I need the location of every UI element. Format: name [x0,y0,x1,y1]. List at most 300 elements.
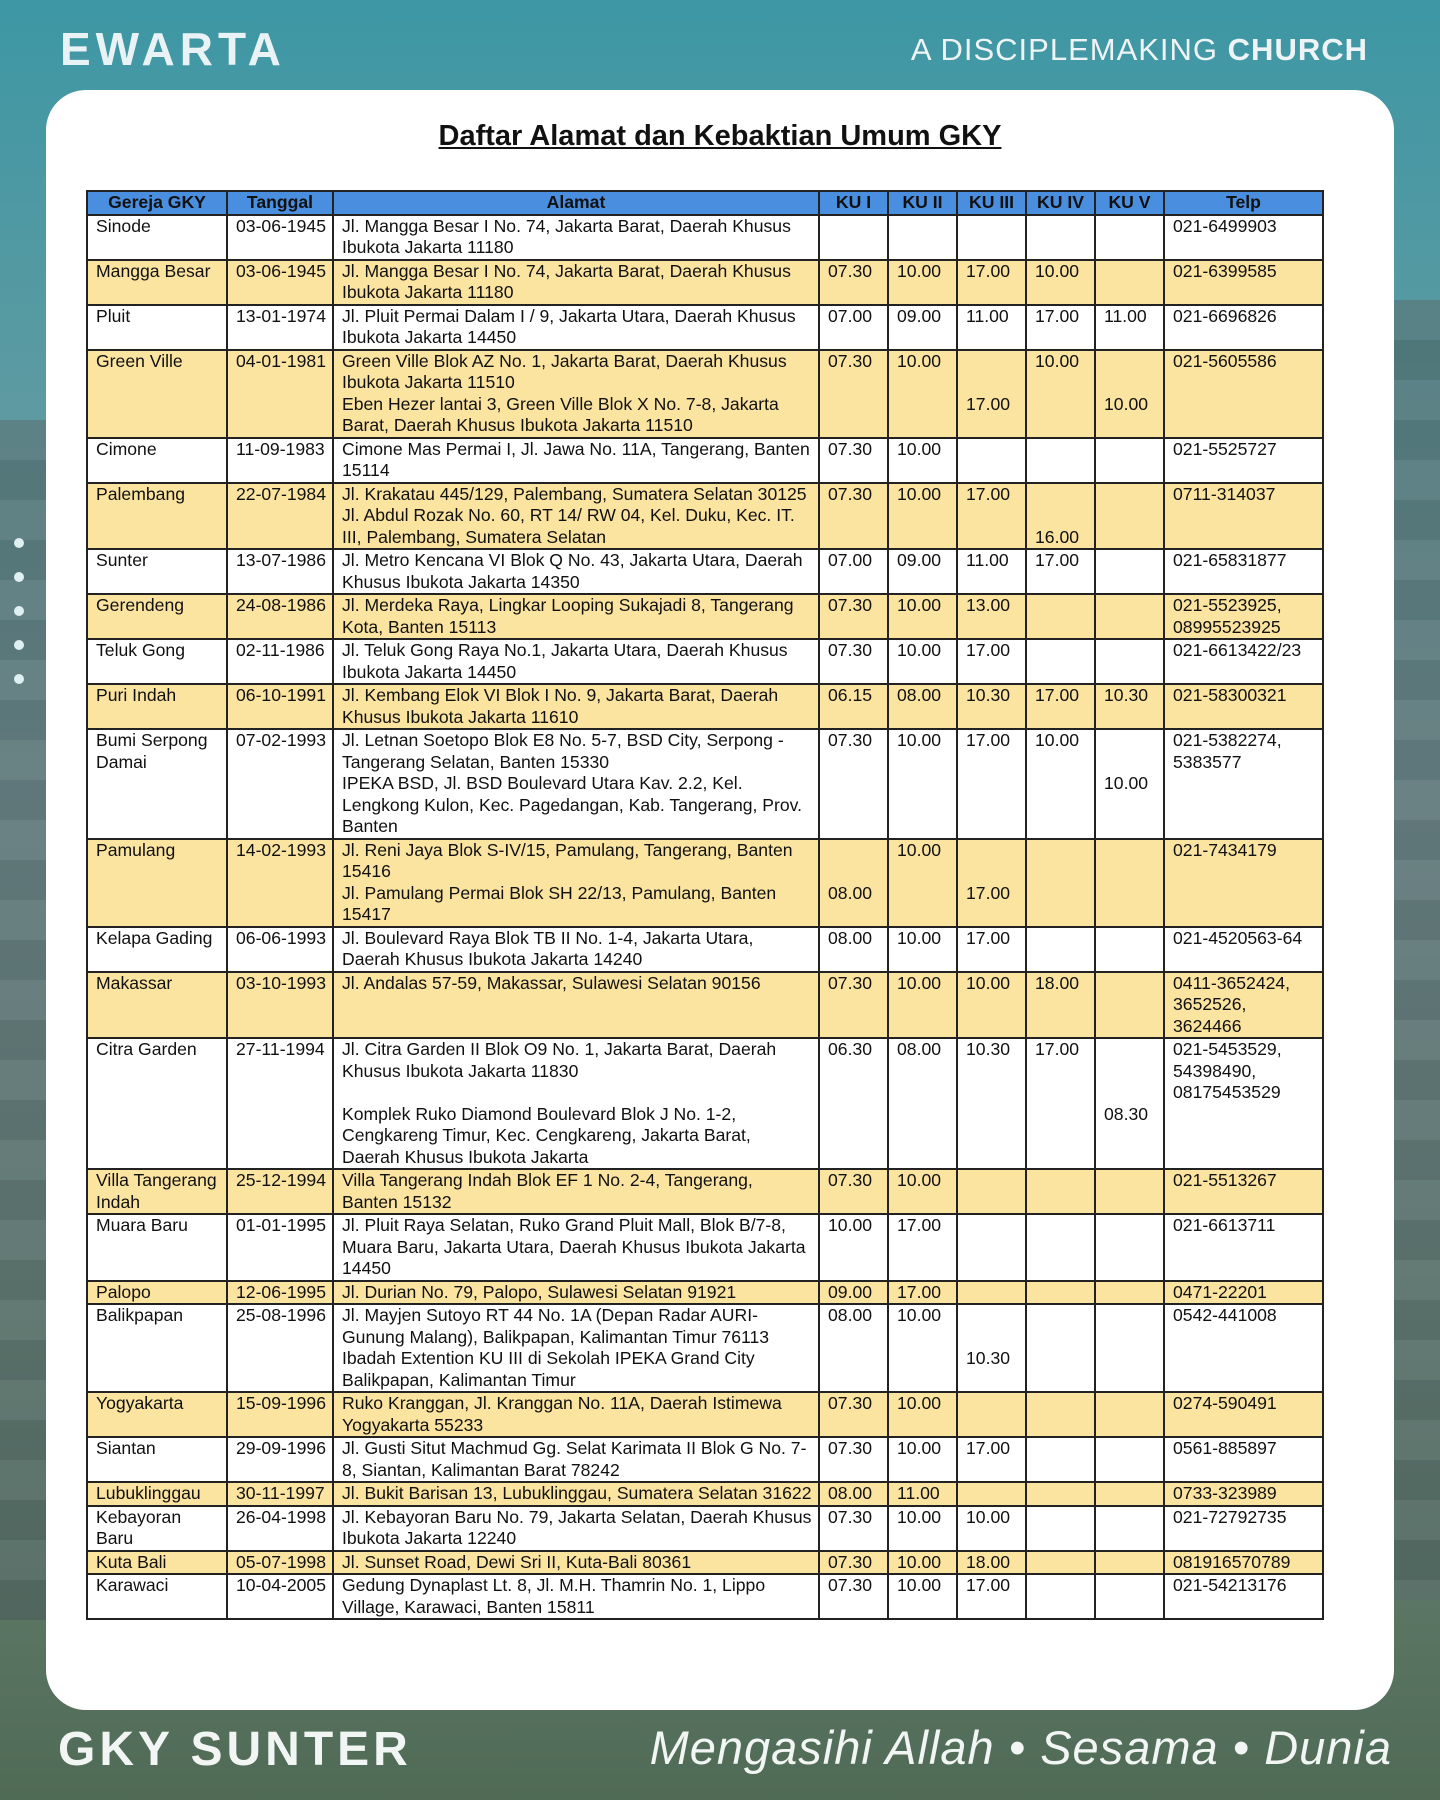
phone-number: 021-4520563-64 [1173,927,1303,948]
footer-church-name: GKY SUNTER [58,1723,412,1776]
service-time-cell [888,1506,957,1551]
service-time-cell [1026,1482,1095,1506]
phone-number: 0733-323989 [1173,1483,1277,1503]
address-cell [333,1304,819,1392]
service-time: 08.00 [828,1305,873,1325]
service-time: 13.00 [966,595,1011,615]
phone-number: 021-6613711 [1173,1215,1276,1235]
service-time: 07.30 [828,438,873,459]
service-time: 17.00 [966,393,1011,414]
service-time-cell [957,972,1026,1039]
church-name-cell: Kuta Bali [87,1551,227,1575]
phone-cell [1164,1304,1323,1392]
address-line: Jl. Merdeka Raya, Lingkar Looping Sukajadi 8, Tangerang Kota, Banten 15113 [342,595,794,637]
service-time-cell [888,972,957,1039]
church-name-cell: Gerendeng [87,594,227,639]
service-time-cell [1026,549,1095,594]
phone-number: 021-5525727 [1173,438,1277,459]
service-time-cell [1095,350,1164,438]
address-line: Jl. Andalas 57-59, Makassar, Sulawesi Selatan 90156 [342,972,761,993]
service-time: 17.00 [966,483,1011,504]
service-time [966,351,1023,373]
church-name-cell: Sunter [87,549,227,594]
service-time: 10.00 [897,1506,942,1527]
church-name-cell: Kebayoran Baru [87,1506,227,1551]
service-time: 08.00 [828,882,873,903]
phone-number: 0411-3652424, [1173,972,1291,993]
address-line: Jl. Pluit Raya Selatan, Ruko Grand Pluit Mall, Blok B/7-8, Muara Baru, Jakarta Utara, Daerah Khusus Ibukota Jakarta 14450 [342,1215,806,1278]
column-header: Gereja GKY [87,191,227,215]
service-time-cell [819,1482,888,1506]
service-time: 07.30 [828,260,873,281]
table-row [87,927,1323,972]
service-time: 10.00 [897,1305,942,1325]
address-line: Jl. Citra Garden II Blok O9 No. 1, Jakarta Barat, Daerah Khusus Ibukota Jakarta 11830 [342,1039,777,1081]
phone-number: 3652526, [1173,994,1247,1014]
service-time-cell [1095,1482,1164,1506]
service-time-cell [957,1304,1026,1392]
service-time: 17.00 [1035,1039,1080,1059]
phone-number: 54398490, [1173,1060,1257,1081]
phone-number: 021-5523925, [1173,595,1282,615]
service-time-cell [957,1482,1026,1506]
date-cell: 24-08-1986 [227,594,333,639]
address-cell [333,1437,819,1482]
phone-cell [1164,1551,1323,1575]
table-header-row [87,191,1323,215]
service-time-cell [819,260,888,305]
service-time-cell [1095,438,1164,483]
page-dot[interactable] [14,640,24,650]
service-time-cell [888,1038,957,1169]
service-time: 10.00 [897,640,942,660]
phone-cell [1164,594,1323,639]
table-row [87,639,1323,684]
address-line: Jl. Abdul Rozak No. 60, RT 14/ RW 04, Kel. Duku, Kec. IT. III, Palembang, Sumatera Selatan [342,505,795,547]
phone-number: 5383577 [1173,751,1242,772]
page-dot[interactable] [14,572,24,582]
address-cell [333,305,819,350]
service-time-cell [888,1281,957,1305]
service-time-cell [888,594,957,639]
service-time: 07.30 [828,483,873,504]
service-time-cell [1026,1437,1095,1482]
service-time [1035,484,1092,506]
phone-cell [1164,1574,1323,1619]
service-time: 07.30 [828,1551,873,1572]
address-line: Jl. Mangga Besar I No. 74, Jakarta Barat, Daerah Khusus Ibukota Jakarta 11180 [342,260,791,302]
phone-cell [1164,1392,1323,1437]
address-line: Jl. Bukit Barisan 13, Lubuklinggau, Sumatera Selatan 31622 [342,1483,812,1503]
service-time-cell [1026,1574,1095,1619]
date-cell: 06-10-1991 [227,684,333,729]
service-time-cell [957,305,1026,350]
tagline [911,32,1368,68]
service-time-cell [1026,215,1095,260]
address-cell [333,972,819,1039]
service-time: 11.00 [1104,305,1147,326]
service-time-cell [957,1551,1026,1575]
phone-number: 021-72792735 [1173,1506,1287,1527]
service-time-cell [957,438,1026,483]
service-time-cell [1095,1214,1164,1281]
service-time: 11.00 [966,550,1009,570]
phone-cell [1164,1169,1323,1214]
service-time: 07.30 [828,640,873,660]
address-line: Jl. Durian No. 79, Palopo, Sulawesi Selatan 91921 [342,1281,737,1302]
address-line: Jl. Letnan Soetopo Blok E8 No. 5-7, BSD City, Serpong - Tangerang Selatan, Banten 15330 [342,730,784,772]
phone-number: 021-5382274, [1173,730,1282,750]
service-time: 11.00 [897,1483,940,1503]
service-time: 07.30 [828,1170,873,1190]
address-line: Jl. Boulevard Raya Blok TB II No. 1-4, Jakarta Utara, Daerah Khusus Ibukota Jakarta 14240 [342,927,754,969]
service-time-cell [1095,1392,1164,1437]
service-time-cell [1026,1506,1095,1551]
church-name-cell: Palembang [87,483,227,550]
column-header: KU IV [1026,191,1095,215]
phone-cell [1164,1214,1323,1281]
address-line: Ruko Kranggan, Jl. Kranggan No. 11A, Daerah Istimewa Yogyakarta 55233 [342,1393,782,1435]
table-row [87,305,1323,350]
service-time: 07.30 [828,1575,873,1595]
service-time: 10.00 [897,1438,942,1458]
footer-motto: Mengasihi Allah • Sesama • Dunia [649,1721,1392,1774]
column-header: KU II [888,191,957,215]
address-line: Green Ville Blok AZ No. 1, Jakarta Barat, Daerah Khusus Ibukota Jakarta 11510 [342,350,787,392]
address-cell [333,1038,819,1169]
service-time-cell [957,1392,1026,1437]
service-time-cell [1095,1551,1164,1575]
address-cell [333,927,819,972]
service-time-cell [957,684,1026,729]
service-time-cell [1026,1169,1095,1214]
address-cell [333,215,819,260]
table-row [87,1392,1323,1437]
address-cell [333,260,819,305]
service-time [1104,1082,1161,1104]
tagline-prefix: A DISCIPLEMAKING [910,32,1228,67]
service-time: 17.00 [897,1281,942,1302]
service-time-cell [1026,594,1095,639]
church-table [86,190,1324,1620]
address-line: Jl. Mayjen Sutoyo RT 44 No. 1A (Depan Radar AURI-Gunung Malang), Balikpapan, Kalimantan Timur 76113 [342,1305,770,1347]
date-cell: 29-09-1996 [227,1437,333,1482]
service-time-cell [1026,684,1095,729]
service-time: 10.00 [897,1393,942,1413]
service-time-cell [888,350,957,438]
service-time-cell [1095,1169,1164,1214]
service-time: 10.00 [897,927,942,948]
table-row [87,215,1323,260]
service-time: 07.00 [828,305,873,326]
church-name-cell: Makassar [87,972,227,1039]
service-time-cell [1095,260,1164,305]
phone-number: 08995523925 [1173,616,1281,637]
service-time-cell [888,729,957,839]
service-time: 06.30 [828,1039,873,1059]
service-time: 10.00 [897,1170,942,1190]
service-time-cell [1095,684,1164,729]
service-time [828,861,885,883]
service-time: 10.30 [966,1039,1011,1059]
service-time [966,1305,1023,1327]
service-time-cell [888,1437,957,1482]
service-time: 07.30 [828,350,873,371]
address-cell [333,350,819,438]
service-time: 10.00 [897,839,942,860]
phone-number: 021-6499903 [1173,215,1277,236]
table-row [87,1506,1323,1551]
page-dot[interactable] [14,538,24,548]
service-time-cell [1095,1437,1164,1482]
phone-number: 0711-314037 [1173,483,1276,504]
service-time-cell [819,1574,888,1619]
phone-number: 021-7434179 [1173,839,1277,860]
phone-cell [1164,215,1323,260]
service-time-cell [1026,1392,1095,1437]
service-time [1104,1061,1161,1083]
address-line: Jl. Pluit Permai Dalam I / 9, Jakarta Utara, Daerah Khusus Ibukota Jakarta 14450 [342,305,796,347]
service-time: 18.00 [966,1551,1011,1572]
service-time-cell [888,549,957,594]
date-cell: 12-06-1995 [227,1281,333,1305]
tagline-bold: CHURCH [1227,32,1368,67]
phone-cell [1164,1281,1323,1305]
address-cell [333,1281,819,1305]
service-time-cell [1026,1304,1095,1392]
table-row [87,972,1323,1039]
service-time-cell [957,350,1026,438]
service-time-cell [819,549,888,594]
page-dot[interactable] [14,674,24,684]
phone-number: 3624466 [1173,1015,1242,1036]
service-time-cell [1095,1304,1164,1392]
service-time: 16.00 [1035,526,1080,547]
service-time: 10.00 [897,595,942,615]
service-time: 07.30 [828,1393,873,1413]
date-cell: 14-02-1993 [227,839,333,927]
service-time: 17.00 [966,882,1011,903]
service-time: 10.00 [897,1575,942,1595]
address-line: Cimone Mas Permai I, Jl. Jawa No. 11A, Tangerang, Banten 15114 [342,438,810,480]
service-time-cell [1026,438,1095,483]
table-row [87,1437,1323,1482]
address-line: Eben Hezer lantai 3, Green Ville Blok X No. 7-8, Jakarta Barat, Daerah Khusus Ibukota Jakarta 11510 [342,393,779,435]
service-time: 10.00 [1035,260,1080,281]
service-time: 10.00 [897,483,942,504]
date-cell: 03-06-1945 [227,215,333,260]
address-cell [333,1169,819,1214]
service-time-cell [1026,260,1095,305]
address-line: Jl. Mangga Besar I No. 74, Jakarta Barat, Daerah Khusus Ibukota Jakarta 11180 [342,215,791,257]
church-name-cell: Teluk Gong [87,639,227,684]
service-time-cell [957,1437,1026,1482]
service-time-cell [957,1506,1026,1551]
date-cell: 13-07-1986 [227,549,333,594]
service-time: 07.00 [828,550,873,570]
address-line: Jl. Krakatau 445/129, Palembang, Sumatera Selatan 30125 [342,483,807,504]
table-row [87,594,1323,639]
service-time-cell [957,483,1026,550]
phone-cell [1164,839,1323,927]
service-time-cell [957,839,1026,927]
table-row [87,483,1323,550]
phone-number: 08175453529 [1173,1082,1281,1102]
address-cell [333,1214,819,1281]
service-time-cell [819,215,888,260]
service-time-cell [1026,639,1095,684]
address-cell [333,1551,819,1575]
service-time-cell [819,1437,888,1482]
service-time-cell [1095,594,1164,639]
service-time-cell [888,1551,957,1575]
church-name-cell: Pluit [87,305,227,350]
service-time: 09.00 [828,1281,873,1302]
service-time-cell [888,305,957,350]
service-time: 10.00 [897,438,942,459]
address-line: Villa Tangerang Indah Blok EF 1 No. 2-4, Tangerang, Banten 15132 [342,1170,753,1212]
phone-cell [1164,260,1323,305]
address-cell [333,549,819,594]
phone-cell [1164,1038,1323,1169]
service-time-cell [819,594,888,639]
table-row [87,260,1323,305]
date-cell: 25-08-1996 [227,1304,333,1392]
date-cell: 26-04-1998 [227,1506,333,1551]
service-time-cell [1026,1038,1095,1169]
service-time-cell [1095,639,1164,684]
church-name-cell: Sinode [87,215,227,260]
phone-cell [1164,305,1323,350]
church-name-cell: Siantan [87,1437,227,1482]
address-line: Ibadah Extention KU III di Sekolah IPEKA Grand City Balikpapan, Kalimantan Timur [342,1348,755,1390]
column-header: Telp [1164,191,1323,215]
table-row [87,1574,1323,1619]
table-row [87,1169,1323,1214]
service-time-cell [1026,1214,1095,1281]
service-time-cell [1095,1506,1164,1551]
address-line: IPEKA BSD, Jl. BSD Boulevard Utara Kav. 2.2, Kel. Lengkong Kulon, Kec. Pagedangan, Kab. Tangerang, Prov. Banten [342,773,803,836]
service-time: 10.00 [897,972,942,993]
address-line: Jl. Sunset Road, Dewi Sri II, Kuta-Bali 80361 [342,1551,692,1572]
phone-cell [1164,350,1323,438]
service-time-cell [1095,549,1164,594]
service-time: 08.00 [897,685,942,705]
service-time: 10.00 [1104,773,1149,793]
service-time: 10.00 [828,1215,873,1235]
service-time-cell [1095,1574,1164,1619]
service-time: 08.00 [828,1483,873,1503]
service-time: 10.30 [966,685,1011,705]
service-time-cell [1095,927,1164,972]
address-line: Jl. Gusti Situt Machmud Gg. Selat Karimata II Blok G No. 7-8, Siantan, Kalimantan Barat 78242 [342,1438,807,1480]
service-time-cell [1026,729,1095,839]
address-cell [333,684,819,729]
service-time-cell [1026,305,1095,350]
service-time: 17.00 [897,1215,942,1235]
service-time-cell [957,549,1026,594]
page-dot[interactable] [14,606,24,616]
service-time-cell [957,260,1026,305]
service-time: 08.00 [897,1039,942,1059]
phone-cell [1164,639,1323,684]
date-cell: 04-01-1981 [227,350,333,438]
address-line: Komplek Ruko Diamond Boulevard Blok J No. 1-2, Cengkareng Timur, Kec. Cengkareng, Jakarta Barat, Daerah Khusus Ibukota Jakarta [342,1103,751,1167]
column-header: KU III [957,191,1026,215]
church-name-cell: Muara Baru [87,1214,227,1281]
table-body [87,215,1323,1620]
service-time-cell [888,438,957,483]
service-time-cell [819,1506,888,1551]
document-title: Daftar Alamat dan Kebaktian Umum GKY [438,120,1002,152]
church-name-cell: Puri Indah [87,684,227,729]
date-cell: 03-06-1945 [227,260,333,305]
service-time-cell [1095,1281,1164,1305]
phone-number: 021-54213176 [1173,1575,1287,1595]
service-time-cell [1095,305,1164,350]
service-time: 10.00 [897,1551,942,1572]
service-time-cell [819,305,888,350]
service-time-cell [1026,927,1095,972]
phone-number: 021-65831877 [1173,550,1287,570]
service-time-cell [819,1169,888,1214]
service-time [966,1327,1023,1349]
service-time-cell [819,1038,888,1169]
service-time-cell [888,1169,957,1214]
phone-cell [1164,1437,1323,1482]
church-name-cell: Kelapa Gading [87,927,227,972]
address-cell [333,839,819,927]
service-time-cell [888,1392,957,1437]
column-header: KU V [1095,191,1164,215]
address-line: Jl. Teluk Gong Raya No.1, Jakarta Utara, Daerah Khusus Ibukota Jakarta 14450 [342,640,788,682]
service-time-cell [957,729,1026,839]
table-row [87,1038,1323,1169]
phone-cell [1164,438,1323,483]
service-time-cell [1026,1551,1095,1575]
service-time-cell [819,438,888,483]
service-time-cell [819,1392,888,1437]
service-time: 10.00 [1104,393,1149,414]
phone-number: 021-6696826 [1173,305,1277,326]
table-row [87,438,1323,483]
service-time: 07.30 [828,972,873,993]
address-line: Gedung Dynaplast Lt. 8, Jl. M.H. Thamrin No. 1, Lippo Village, Karawaci, Banten 15811 [342,1575,766,1617]
service-time-cell [1026,1281,1095,1305]
service-time-cell [957,215,1026,260]
service-time-cell [888,1214,957,1281]
church-name-cell: Citra Garden [87,1038,227,1169]
service-time: 17.00 [966,1438,1011,1458]
service-time-cell [888,260,957,305]
service-time-cell [819,1281,888,1305]
service-time: 17.00 [966,927,1011,948]
service-time: 07.30 [828,1506,873,1527]
service-time-cell [1095,972,1164,1039]
phone-cell [1164,684,1323,729]
service-time [1104,372,1161,394]
address-cell [333,1482,819,1506]
service-time-cell [819,350,888,438]
table-row [87,1551,1323,1575]
service-time-cell [957,927,1026,972]
address-line: Jl. Pamulang Permai Blok SH 22/13, Pamulang, Banten 15417 [342,882,777,924]
date-cell: 22-07-1984 [227,483,333,550]
address-line: Jl. Kembang Elok VI Blok I No. 9, Jakarta Barat, Daerah Khusus Ibukota Jakarta 11610 [342,685,779,727]
service-time-cell [888,839,957,927]
service-time-cell [819,972,888,1039]
service-time-cell [819,1304,888,1392]
